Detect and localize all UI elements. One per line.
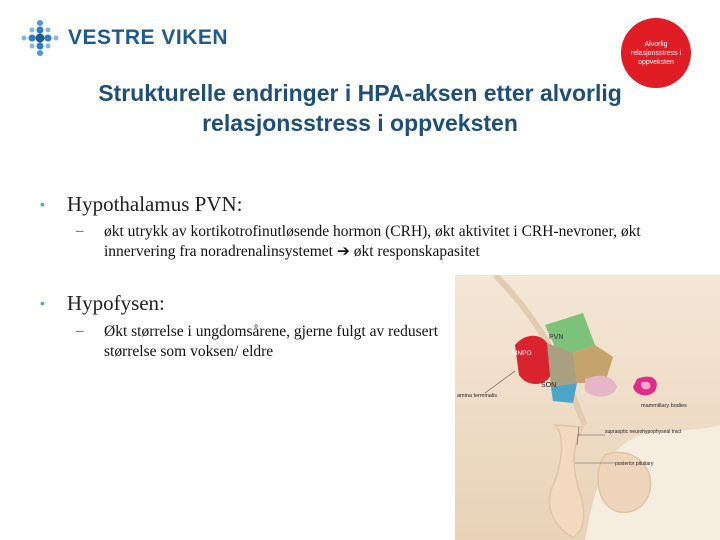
bullet-hypofysen [40, 291, 165, 315]
pvn-label: PVN [549, 334, 564, 341]
sub-bullet-hypofysen [76, 322, 446, 361]
mnpo-label: MNPO [512, 350, 532, 357]
sub-bullet-text: Økt størrelse i ungdomsårene, gjerne fulgt av redusert størrelse som voksen/ eldre [104, 323, 439, 360]
lamina-label: amina terminalis [457, 393, 498, 399]
bullet-dot: • [40, 196, 45, 212]
bullet-hypothalamus [40, 192, 242, 216]
sub-bullet-dash: – [76, 323, 84, 339]
slide-title: Strukturelle endringer i HPA-aksen etter alvorlig relasjonsstress i oppveksten [98, 80, 622, 136]
sub-bullet-text: økt utrykk av kortikotrofinutløsende hormon (CRH), økt aktivitet i CRH-nevroner, økt innervering fra noradrenalinsystemet ➔ økt responskapasitet [104, 223, 641, 260]
dots-cross-logo-icon [18, 18, 62, 58]
sub-bullet-hypothalamus [76, 222, 646, 261]
mnpo-region [515, 336, 551, 384]
tract-label: supraoptic neurohypophyseal tract [605, 429, 682, 435]
mammillary-label: mammillary bodies [641, 403, 687, 409]
logo-text: VESTRE VIKEN [68, 26, 229, 49]
badge-text: Alvorlig relasjonsstress i oppveksten [630, 40, 682, 66]
bullet-label: Hypofysen: [66, 291, 165, 315]
bullet-label: Hypothalamus PVN: [66, 192, 243, 216]
vestre-viken-logo [18, 18, 229, 58]
hypothalamus-illustration [455, 275, 720, 540]
sub-bullet-dash: – [76, 223, 84, 239]
bullet-dot: • [40, 295, 45, 311]
son-label: SON [541, 382, 557, 389]
posterior-label: posterior pituitary [615, 461, 654, 467]
